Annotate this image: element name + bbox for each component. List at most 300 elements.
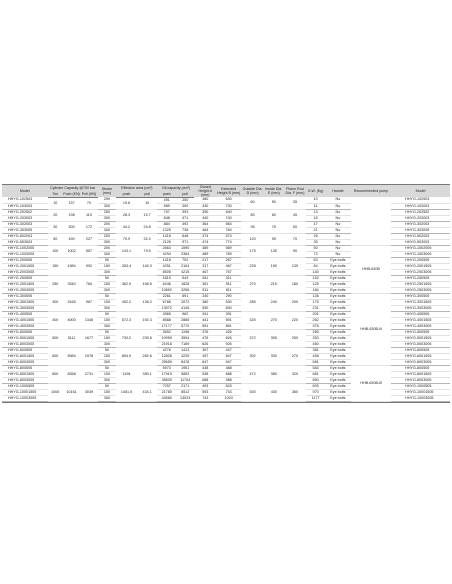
ton-cell: 100: [48, 245, 63, 257]
oil-pull-cell: 4145: [176, 305, 194, 311]
header-push-kn: Push (KN): [63, 191, 80, 196]
extended-height-cell: 574: [216, 233, 241, 239]
inside-dia-cell: 240: [264, 293, 284, 311]
model-right-cell: HHYG-800505: [391, 365, 450, 371]
handle-cell: Eye bolts: [325, 383, 351, 389]
closed-height-cell: 217: [194, 257, 216, 263]
inside-dia-cell: 75: [264, 221, 284, 233]
oil-push-cell: 17177: [157, 323, 175, 329]
model-right-cell: HHYG-202502: [391, 209, 450, 215]
header-model: Model: [2, 185, 48, 198]
area-pull-cell: 108.5: [137, 275, 158, 293]
oil-push-cell: 25659: [157, 359, 175, 365]
oil-push-cell: 4251: [157, 263, 175, 269]
model-cell: HHYG-8003005: [2, 377, 48, 383]
gw-cell: 201: [306, 311, 324, 317]
model-right-cell: HHYG-102503: [391, 197, 450, 203]
model-cell: HHYG-5001505: [2, 335, 48, 341]
oil-push-cell: 1815: [157, 275, 175, 281]
header-model-right: Model: [391, 185, 450, 198]
oil-pull-cell: 250: [176, 197, 194, 203]
extended-height-cell: 311: [216, 275, 241, 281]
closed-height-cell: 497: [194, 353, 216, 359]
model-right-cell: HHYG-203003: [391, 215, 450, 221]
stroke-cell: 50: [98, 329, 116, 335]
model-right-cell: HHYG-3003005: [391, 305, 450, 311]
closed-height-cell: 626: [194, 341, 216, 347]
table-body: [2, 197, 450, 401]
closed-height-cell: 317: [194, 263, 216, 269]
oil-push-cell: 5446: [157, 281, 175, 287]
model-right-cell: HHYG-1000505: [391, 383, 450, 389]
oil-pull-cell: 8478: [176, 359, 194, 365]
oil-push-cell: 10959: [157, 335, 175, 341]
model-cell: HHYG-3001505: [2, 299, 48, 305]
handle-cell: Eye bolts: [325, 269, 351, 275]
model-right-cell: HHYG-6001505: [391, 353, 450, 359]
stroke-cell: 300: [98, 323, 116, 329]
oil-push-cell: 12828: [157, 353, 175, 359]
handle-cell: Eye bolts: [325, 353, 351, 359]
model-cell: HHYG-1003005: [2, 251, 48, 257]
header-area-pull: pull: [137, 191, 158, 197]
handle-cell: Eye bolts: [325, 395, 351, 401]
area-pull-cell: 32.4: [137, 233, 158, 245]
closed-height-cell: 591: [194, 323, 216, 329]
area-pull-cell: 79.5: [137, 245, 158, 257]
area-pull-cell: 239.6: [137, 329, 158, 347]
oil-push-cell: 21918: [157, 341, 175, 347]
inside-dia-cell: 50: [264, 197, 284, 209]
closed-height-cell: 438: [194, 365, 216, 371]
header-gw: G.W. (Kg): [306, 185, 324, 198]
header-outside-dia: Outside Dia. D (mm): [241, 185, 264, 198]
handle-cell: Eye bolts: [325, 359, 351, 365]
model-right-cell: HHYG-4001505: [391, 317, 450, 323]
gw-cell: 136: [306, 293, 324, 299]
stroke-cell: 50: [98, 311, 116, 317]
stroke-cell: 200: [98, 245, 116, 251]
stroke-cell: 150: [98, 335, 116, 341]
recommended-pump-cell: HHB-630B: [351, 245, 391, 293]
rod-dia-cell: 90: [284, 245, 307, 257]
pull-kn-cell: 110: [80, 209, 97, 221]
oil-pull-cell: 5852: [176, 371, 194, 377]
extended-height-cell: 543: [216, 383, 241, 389]
closed-height-cell: 489: [194, 251, 216, 257]
oil-pull-cell: 1413: [176, 347, 194, 353]
model-right-cell: HHYG-250505: [391, 275, 450, 281]
header-closed-height: Closed Height A (mm): [194, 185, 216, 198]
area-push-cell: 452.2: [116, 293, 137, 311]
header-stroke: Stroke (mm): [98, 185, 116, 198]
oil-push-cell: 13572: [157, 305, 175, 311]
model-cell: HHYG-2001505: [2, 263, 48, 269]
handle-cell: No: [325, 239, 351, 245]
handle-cell: Eye bolts: [325, 305, 351, 311]
model-cell: HHYG-4003005: [2, 323, 48, 329]
rod-dia-cell: 180: [284, 275, 307, 293]
inside-dia-cell: 215: [264, 275, 284, 293]
stroke-cell: 150: [98, 353, 116, 359]
gw-cell: 581: [306, 359, 324, 365]
table-row: [2, 293, 450, 299]
area-push-cell: 44.2: [116, 221, 137, 233]
rod-dia-cell: 360: [284, 383, 307, 401]
gw-cell: 15: [306, 215, 324, 221]
handle-cell: Eye bolts: [325, 365, 351, 371]
stroke-cell: 200: [98, 221, 116, 227]
handle-cell: Eye bolts: [325, 275, 351, 281]
extended-height-cell: 591: [216, 317, 241, 323]
closed-height-cell: 440: [194, 215, 216, 221]
rod-dia-cell: 220: [284, 311, 307, 329]
extended-height-cell: 630: [216, 197, 241, 203]
extended-height-cell: 511: [216, 281, 241, 287]
model-right-cell: HHYG-5001505: [391, 335, 450, 341]
model-cell: HHYG-102503: [2, 197, 48, 203]
stroke-cell: 50: [98, 275, 116, 281]
closed-height-cell: 476: [194, 335, 216, 341]
gw-cell: 262: [306, 317, 324, 323]
oil-push-cell: 848: [157, 215, 175, 221]
closed-height-cell: 380: [194, 197, 216, 203]
oil-pull-cell: 3256: [176, 287, 194, 293]
oil-pull-cell: 2104: [176, 263, 194, 269]
oil-pull-cell: 648: [176, 233, 194, 239]
outside-dia-cell: 372: [241, 329, 264, 347]
extended-height-cell: 640: [216, 209, 241, 215]
outside-dia-cell: 285: [241, 293, 264, 311]
extended-height-cell: 830: [216, 305, 241, 311]
closed-height-cell: 593: [194, 389, 216, 395]
area-push-cell: 1194: [116, 365, 137, 383]
oil-pull-cell: 1951: [176, 365, 194, 371]
header-oil-pull: pull: [176, 191, 194, 197]
oil-pull-cell: 3594: [176, 335, 194, 341]
rod-dia-cell: 35: [284, 197, 307, 209]
closed-height-cell: 364: [194, 221, 216, 227]
oil-pull-cell: 702: [176, 257, 194, 263]
push-kn-cell: 5111: [63, 329, 80, 347]
gw-cell: 26: [306, 233, 324, 239]
ton-cell: 20: [48, 209, 63, 221]
closed-height-cell: 361: [194, 281, 216, 287]
oil-push-cell: 4294: [157, 251, 175, 257]
model-cell: HHYG-2503005: [2, 287, 48, 293]
gw-cell: 84: [306, 263, 324, 269]
model-right-cell: HHYG-10001505: [391, 389, 450, 395]
gw-cell: 376: [306, 323, 324, 329]
handle-cell: Eye bolts: [325, 263, 351, 269]
area-push-cell: 28.3: [116, 209, 137, 221]
model-right-cell: HHYG-2001505: [391, 263, 450, 269]
handle-cell: No: [325, 233, 351, 239]
stroke-cell: 300: [98, 377, 116, 383]
header-oil-capacity: Oil capacity (cm³): [157, 185, 194, 191]
oil-pull-cell: 13023: [176, 395, 194, 401]
closed-height-cell: 538: [194, 371, 216, 377]
extended-height-cell: 488: [216, 365, 241, 371]
recommended-pump-cell: HHB-630B-Ⅲ: [351, 365, 391, 401]
gw-cell: 73: [306, 251, 324, 257]
inside-dia-cell: 330: [264, 347, 284, 365]
oil-push-cell: 6786: [157, 299, 175, 305]
gw-cell: 152: [306, 275, 324, 281]
push-kn-cell: 8358: [63, 365, 80, 383]
model-cell: HHYG-4001505: [2, 317, 48, 323]
gw-cell: 583: [306, 365, 324, 371]
table-row: [2, 365, 450, 371]
gw-cell: 460: [306, 341, 324, 347]
closed-height-cell: 688: [194, 377, 216, 383]
gw-cell: 140: [306, 269, 324, 275]
oil-push-cell: 2126: [157, 239, 175, 245]
push-kn-cell: 4000: [63, 311, 80, 329]
area-pull-cell: 24.8: [137, 221, 158, 233]
stroke-cell: 300: [98, 239, 116, 245]
extended-height-cell: 811: [216, 287, 241, 293]
oil-pull-cell: 4239: [176, 353, 194, 359]
closed-height-cell: 647: [194, 359, 216, 365]
oil-pull-cell: 6512: [176, 389, 194, 395]
gw-cell: 681: [306, 371, 324, 377]
model-right-cell: HHYG-300505: [391, 293, 450, 299]
stroke-cell: 250: [98, 209, 116, 215]
closed-height-cell: 374: [194, 233, 216, 239]
oil-pull-cell: 393: [176, 209, 194, 215]
model-cell: HHYG-500505: [2, 329, 48, 335]
gw-cell: 265: [306, 329, 324, 335]
pull-kn-cell: 967: [80, 293, 97, 311]
model-cell: HHYG-302003: [2, 221, 48, 227]
oil-pull-cell: 4215: [176, 269, 194, 275]
closed-height-cell: 511: [194, 287, 216, 293]
closed-height-cell: 261: [194, 275, 216, 281]
oil-pull-cell: 2885: [176, 317, 194, 323]
model-right-cell: HHYG-4003005: [391, 323, 450, 329]
ton-cell: 50: [48, 233, 63, 245]
extended-height-cell: 426: [216, 329, 241, 335]
model-cell: HHYG-5003005: [2, 341, 48, 347]
outside-dia-cell: 392: [241, 347, 264, 365]
area-push-cell: 283.4: [116, 257, 137, 275]
pull-kn-cell: 557: [80, 245, 97, 257]
oil-push-cell: 17919: [157, 371, 175, 377]
closed-height-cell: 743: [194, 395, 216, 401]
push-kn-cell: 1002: [63, 245, 80, 257]
model-right-cell: HHYG-3001505: [391, 299, 450, 305]
extended-height-cell: 688: [216, 371, 241, 377]
inside-dia-cell: 135: [264, 245, 284, 257]
oil-push-cell: 4276: [157, 347, 175, 353]
model-cell: HHYG-6001505: [2, 353, 48, 359]
oil-push-cell: 21780: [157, 389, 175, 395]
oil-pull-cell: 1590: [176, 245, 194, 251]
oil-push-cell: 1325: [157, 227, 175, 233]
header-oil-push: push: [157, 191, 175, 197]
stroke-cell: 150: [98, 281, 116, 287]
stroke-cell: 200: [98, 233, 116, 239]
oil-push-cell: 5973: [157, 365, 175, 371]
spec-sheet: [2, 184, 450, 402]
push-kn-cell: 198: [63, 209, 80, 221]
ton-cell: 150: [48, 257, 63, 275]
gw-cell: 231: [306, 305, 324, 311]
closed-height-cell: 467: [194, 269, 216, 275]
oil-push-cell: 35839: [157, 377, 175, 383]
extended-height-cell: 391: [216, 311, 241, 317]
closed-height-cell: 397: [194, 347, 216, 353]
oil-push-cell: 8505: [157, 269, 175, 275]
stroke-cell: 250: [98, 197, 116, 203]
stroke-cell: 150: [98, 263, 116, 269]
oil-push-cell: 589: [157, 203, 175, 209]
oil-pull-cell: 2171: [176, 383, 194, 389]
gw-cell: 50: [306, 245, 324, 251]
stroke-cell: 50: [98, 365, 116, 371]
model-right-cell: HHYG-8001505: [391, 371, 450, 377]
area-push-cell: 854.9: [116, 347, 137, 365]
closed-height-cell: 474: [194, 239, 216, 245]
gw-cell: 381: [306, 347, 324, 353]
gw-cell: 17: [306, 221, 324, 227]
inside-dia-cell: 430: [264, 383, 284, 401]
header-cylinder-capacity: Cylinder Capacity @700 bar: [48, 185, 98, 191]
handle-cell: Eye bolts: [325, 371, 351, 377]
pull-kn-cell: 1677: [80, 329, 97, 347]
model-cell: HHYG-10001505: [2, 389, 48, 395]
oil-pull-cell: 738: [176, 227, 194, 233]
gw-cell: 35: [306, 239, 324, 245]
model-right-cell: HHYG-500505: [391, 329, 450, 335]
handle-cell: Eye bolts: [325, 299, 351, 305]
stroke-cell: 300: [98, 305, 116, 311]
outside-dia-cell: 95: [241, 221, 264, 233]
outside-dia-cell: 472: [241, 365, 264, 383]
cylinder-spec-table: [2, 184, 450, 402]
stroke-cell: 50: [98, 257, 116, 263]
area-push-cell: 19.6: [116, 197, 137, 209]
model-cell: HHYG-3003005: [2, 305, 48, 311]
area-pull-cell: 138.2: [137, 293, 158, 311]
rod-dia-cell: 270: [284, 347, 307, 365]
handle-cell: Eye bolts: [325, 281, 351, 287]
handle-cell: No: [325, 251, 351, 257]
closed-height-cell: 240: [194, 293, 216, 299]
handle-cell: No: [325, 227, 351, 233]
inside-dia-cell: 95: [264, 233, 284, 245]
closed-height-cell: 341: [194, 311, 216, 317]
handle-cell: Eye bolts: [325, 287, 351, 293]
model-cell: HHYG-400505: [2, 311, 48, 317]
outside-dia-cell: 530: [241, 383, 264, 401]
oil-pull-cell: 543: [176, 275, 194, 281]
inside-dia-cell: 380: [264, 365, 284, 383]
outside-dia-cell: 270: [241, 275, 264, 293]
handle-cell: Eye bolts: [325, 347, 351, 353]
oil-push-cell: 43560: [157, 395, 175, 401]
area-pull-cell: 192.3: [137, 311, 158, 329]
oil-push-cell: 7257: [157, 383, 175, 389]
ton-cell: 250: [48, 275, 63, 293]
header-pull-kn: Pull (KN): [81, 191, 97, 196]
closed-height-cell: 464: [194, 227, 216, 233]
oil-pull-cell: 7189: [176, 341, 194, 347]
model-cell: HHYG-10003005: [2, 395, 48, 401]
pull-kn-cell: 172: [80, 221, 97, 233]
model-right-cell: HHYG-8003005: [391, 377, 450, 383]
outside-dia-cell: 60: [241, 197, 264, 209]
model-cell: HHYG-300505: [2, 293, 48, 299]
model-right-cell: HHYG-503003: [391, 239, 450, 245]
stroke-cell: 300: [98, 287, 116, 293]
pull-kn-cell: 1346: [80, 311, 97, 329]
recommended-pump-empty-cell: [351, 197, 391, 245]
ton-cell: 800: [48, 365, 63, 383]
extended-height-cell: 767: [216, 269, 241, 275]
model-right-cell: HHYG-6003005: [391, 359, 450, 365]
rod-dia-cell: 45: [284, 209, 307, 221]
area-pull-cell: 390.1: [137, 365, 158, 383]
handle-cell: No: [325, 245, 351, 251]
area-pull-cell: 282.6: [137, 347, 158, 365]
rod-dia-cell: 50: [284, 221, 307, 233]
pull-kn-cell: 760: [80, 275, 97, 293]
extended-height-cell: 1043: [216, 395, 241, 401]
extended-height-cell: 626: [216, 335, 241, 341]
gw-cell: 10: [306, 197, 324, 203]
stroke-cell: 150: [98, 371, 116, 377]
handle-cell: No: [325, 209, 351, 215]
gw-cell: 970: [306, 389, 324, 395]
handle-cell: Eye bolts: [325, 293, 351, 299]
model-right-cell: HHYG-2003005: [391, 269, 450, 275]
push-kn-cell: 300: [63, 221, 80, 233]
gw-cell: 458: [306, 353, 324, 359]
area-push-cell: 143.1: [116, 245, 137, 257]
recommended-pump-cell: HHB-630B-Ⅲ: [351, 293, 391, 365]
outside-dia-cell: 120: [241, 233, 264, 245]
oil-push-cell: 8588: [157, 317, 175, 323]
closed-height-cell: 389: [194, 245, 216, 251]
gw-cell: 175: [306, 299, 324, 305]
model-cell: HHYG-202502: [2, 209, 48, 215]
pull-kn-cell: 992: [80, 257, 97, 275]
model-cell: HHYG-303005: [2, 227, 48, 233]
oil-pull-cell: 691: [176, 293, 194, 299]
oil-pull-cell: 2384: [176, 251, 194, 257]
pull-kn-cell: 1978: [80, 347, 97, 365]
closed-height-cell: 530: [194, 305, 216, 311]
rod-dia-cell: 70: [284, 233, 307, 245]
oil-push-cell: 1418: [157, 257, 175, 263]
model-cell: HHYG-203003: [2, 215, 48, 221]
closed-height-cell: 380: [194, 299, 216, 305]
push-kn-cell: 3165: [63, 293, 80, 311]
model-right-cell: HHYG-400505: [391, 311, 450, 317]
handle-cell: No: [325, 221, 351, 227]
ton-cell: 400: [48, 311, 63, 329]
oil-pull-cell: 1198: [176, 329, 194, 335]
extended-height-cell: 447: [216, 347, 241, 353]
model-cell: HHYG-1000505: [2, 383, 48, 389]
stroke-cell: 300: [98, 341, 116, 347]
oil-push-cell: 1418: [157, 233, 175, 239]
extended-height-cell: 647: [216, 353, 241, 359]
oil-pull-cell: 492: [176, 221, 194, 227]
model-cell: HHYG-503003: [2, 239, 48, 245]
